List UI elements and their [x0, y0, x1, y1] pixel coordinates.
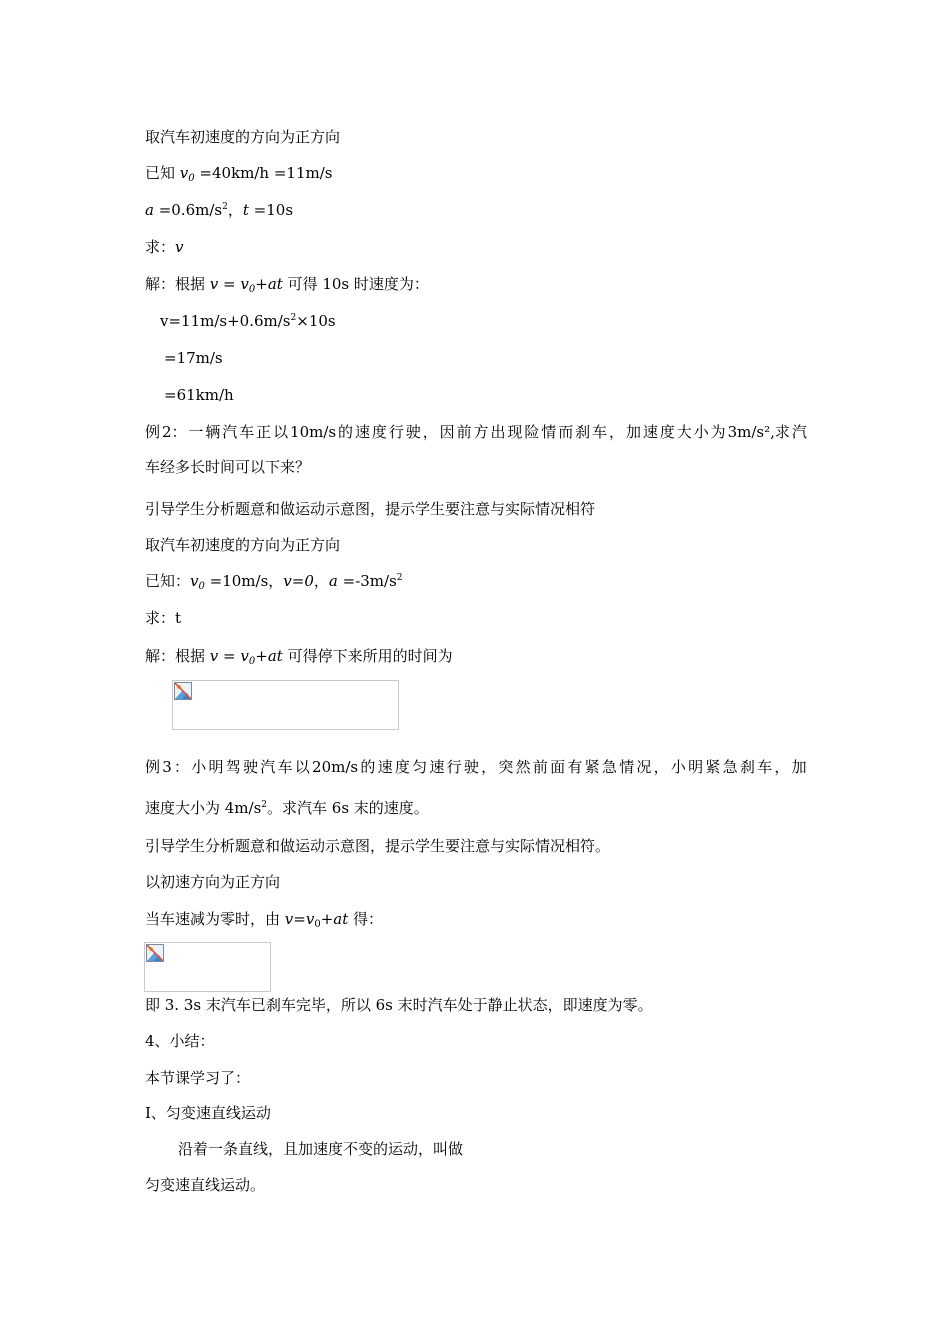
text-segment: 急 [722, 758, 738, 776]
formula: v=v [284, 910, 315, 928]
text: 解：根据 [145, 647, 210, 665]
text-segment: 以 [294, 758, 310, 776]
formula-image-placeholder [172, 680, 399, 730]
text-line: 本节课学习了： [145, 1069, 251, 1087]
text: =10m/s， [204, 572, 284, 590]
text-line: 引导学生分析题意和做运动示意图，提示学生要注意与实际情况相符。 [145, 837, 611, 855]
text-segment: 因 [439, 423, 455, 441]
subscript: 0 [188, 173, 195, 184]
text-segment: 情 [619, 758, 635, 776]
text-line: 即 3. 3s 末汽车已刹车完毕，所以 6s 末时汽车处于静止状态，即速度为零。 [145, 996, 653, 1014]
given-line-1 [145, 163, 333, 183]
text: =-3m/s [337, 572, 397, 590]
definition-line-end: 匀变速直线运动。 [145, 1176, 266, 1194]
text: =10s [248, 201, 294, 219]
text-segment: 急 [601, 758, 617, 776]
superscript: 2 [290, 313, 297, 323]
broken-image-icon [146, 944, 164, 962]
text-segment: 2： [161, 423, 187, 441]
text: =40km/h =11m/s [194, 164, 333, 182]
text-segment: 速 [354, 423, 370, 441]
calc-line-1 [160, 311, 336, 331]
var-v0: v [190, 572, 199, 590]
text: v=11m/s+0.6m/s [160, 312, 291, 330]
text-line: 引导学生分析题意和做运动示意图，提示学生要注意与实际情况相符 [145, 500, 596, 518]
text: ×10s [296, 312, 336, 330]
text-segment: 车 [239, 423, 255, 441]
text: = [218, 647, 241, 665]
text-segment: 前 [456, 423, 472, 441]
text-segment: 匀 [412, 758, 428, 776]
text: ， [313, 572, 329, 590]
text-segment: 3 [162, 758, 172, 776]
definition-line: 沿着一条直线，且加速度不变的运动，叫做 [178, 1140, 464, 1158]
var-v: v [209, 647, 219, 665]
text-segment: 行 [388, 423, 404, 441]
text-segment: 速 [642, 423, 658, 441]
text-segment: 为 [710, 423, 726, 441]
text-segment: 10m/s [290, 423, 337, 441]
text-segment: 出 [490, 423, 506, 441]
text-segment: ， [481, 758, 497, 776]
text-segment: 汽 [791, 423, 807, 441]
list-heading: Ⅰ、匀变速直线运动 [145, 1104, 271, 1122]
text-segment: 度 [371, 423, 387, 441]
text-segment: ， [609, 423, 625, 441]
text-segment: 小 [693, 423, 709, 441]
text-segment: 然 [515, 758, 531, 776]
example-3-paragraph [145, 757, 807, 818]
text-segment: 有 [567, 758, 583, 776]
text-segment: 突 [498, 758, 514, 776]
example-2-row-2: 车经多长时间可以下来？ [145, 458, 311, 476]
text-segment: 前 [532, 758, 548, 776]
text: 可得 10s 时速度为： [282, 275, 429, 293]
text-segment: 加 [625, 423, 641, 441]
text-segment: 大 [676, 423, 692, 441]
text-segment: 驶 [405, 423, 421, 441]
subscript: 0 [248, 284, 256, 295]
text: ， [227, 201, 243, 219]
var-v0: v [240, 647, 249, 665]
text: 可得停下来所用的时间为 [282, 647, 453, 665]
subscript: 0 [314, 919, 321, 930]
given-line-3 [145, 571, 403, 591]
section-heading: 4、小结： [145, 1032, 215, 1050]
text-segment: 紧 [705, 758, 721, 776]
var-at: at [267, 647, 283, 665]
text-line: 取汽车初速度的方向为正方向 [145, 536, 341, 554]
formula: +at [320, 910, 349, 928]
zero: 0 [304, 572, 314, 590]
text-line: 以初速方向为正方向 [145, 873, 281, 891]
example-2-row-1 [145, 422, 807, 442]
text: 求： [145, 238, 176, 256]
text: = [291, 572, 305, 590]
var-v: v [209, 275, 219, 293]
solution-line [145, 274, 429, 294]
text-segment: 度 [394, 758, 410, 776]
text-line: 取汽车初速度的方向为正方向 [145, 128, 341, 146]
text: 速度大小为 4m/s [145, 799, 262, 817]
text-segment: 驶 [243, 758, 259, 776]
text-segment: ， [774, 758, 790, 776]
superscript: 2 [222, 202, 228, 212]
find-line [145, 237, 184, 257]
text: 解：根据 [145, 275, 210, 293]
text-segment: 辆 [205, 423, 221, 441]
text-segment: 方 [473, 423, 489, 441]
var-v: v [283, 572, 292, 590]
var-at: at [267, 275, 283, 293]
text: 已知 [145, 164, 180, 182]
calc-line-2: =17m/s [164, 349, 223, 367]
text: + [255, 275, 268, 293]
text-segment: 刹 [739, 758, 755, 776]
text-segment: 驾 [225, 758, 241, 776]
superscript: 2 [261, 800, 268, 810]
text-segment: ， [653, 758, 669, 776]
text-segment: 的 [360, 758, 376, 776]
var-v: v [179, 164, 189, 182]
find-line-2: 求：t [145, 609, 182, 627]
text-segment: 汽 [222, 423, 238, 441]
var-v: v [175, 238, 184, 256]
solution-line-2 [145, 646, 453, 666]
text-segment: 一 [188, 423, 204, 441]
text-segment: 行 [446, 758, 462, 776]
given-line-2 [145, 200, 293, 220]
example-2-paragraph [145, 422, 807, 477]
text-segment: ， [422, 423, 438, 441]
superscript: 2 [396, 573, 403, 583]
condition-line [145, 909, 383, 929]
text-segment: 紧 [584, 758, 600, 776]
example-3-row-1 [145, 757, 807, 777]
text-segment: 车 [277, 758, 293, 776]
text-segment: 的 [338, 423, 354, 441]
text-segment: 情 [541, 423, 557, 441]
text-segment: 度 [659, 423, 675, 441]
text: 当车速减为零时，由 [145, 910, 285, 928]
text-segment: 而 [558, 423, 574, 441]
text-segment: 以 [273, 423, 289, 441]
text-segment: 车 [592, 423, 608, 441]
text-segment: 正 [256, 423, 272, 441]
text: 得： [348, 910, 384, 928]
text-segment: ： [174, 758, 190, 776]
text-segment: 例 [145, 758, 161, 776]
text-segment: 20m/s [312, 758, 359, 776]
text-segment: 刹 [575, 423, 591, 441]
text-segment: 现 [507, 423, 523, 441]
var-v0: v [240, 275, 249, 293]
var-a: a [145, 201, 154, 219]
text-segment: 加 [791, 758, 807, 776]
text-segment: 汽 [260, 758, 276, 776]
text-segment: 小 [191, 758, 207, 776]
text: 。求汽车 6s 末的速度。 [267, 799, 429, 817]
text-segment: 况 [636, 758, 652, 776]
text-segment: 驶 [463, 758, 479, 776]
text-segment: 明 [688, 758, 704, 776]
text-segment: 速 [429, 758, 445, 776]
text: 已知： [145, 572, 191, 590]
text-segment: 明 [208, 758, 224, 776]
var-a: a [328, 572, 338, 590]
var-t: t [242, 201, 249, 219]
broken-image-icon [174, 682, 192, 700]
text-segment: 险 [524, 423, 540, 441]
subscript: 0 [198, 581, 205, 592]
text-segment: 小 [670, 758, 686, 776]
text-segment: 例 [145, 423, 161, 441]
text: + [255, 647, 268, 665]
subscript: 0 [248, 656, 256, 667]
formula-image-placeholder [144, 942, 271, 992]
text: =0.6m/s [153, 201, 223, 219]
text-segment: 车 [757, 758, 773, 776]
text-segment: 3m/s²,求 [727, 423, 790, 441]
calc-line-3: =61km/h [164, 386, 234, 404]
text-segment: 速 [377, 758, 393, 776]
text: = [218, 275, 241, 293]
example-3-row-2 [145, 798, 807, 818]
text-segment: 面 [550, 758, 566, 776]
